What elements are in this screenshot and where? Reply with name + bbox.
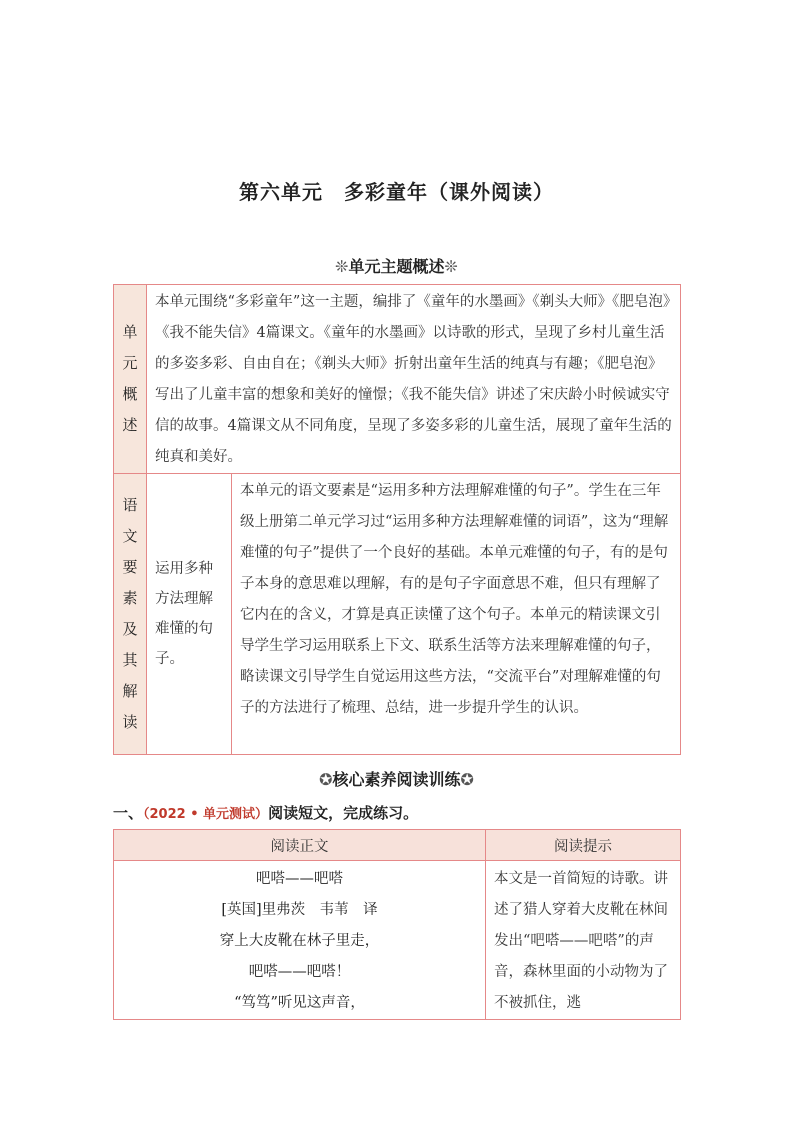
unit-overview-table: [113, 284, 681, 755]
label-char: 素: [122, 589, 138, 607]
table-row: [114, 861, 681, 1020]
language-elements-text: 本单元的语文要素是“运用多种方法理解难懂的句子”。学生在三年级上册第二单元学习过“运用多种方法理解难懂的词语”，这为“理解难懂的句子”提供了一个良好的基础。本单元难懂的句子，有的是句子本身的意思难以理解，有的是句子字面意思不难，但只有理解了它内在的含义，才算是真正读懂了这个句子。本单元的精读课文引导学生学习运用联系上下文、联系生活等方法来理解难懂的句子，略读课文引导学生自觉运用这些方法，“交流平台”对理解难懂的句子的方法进行了梳理、总结，进一步提升学生的认识。: [232, 474, 681, 755]
col-header-reading-hint: 阅读提示: [486, 830, 681, 861]
label-char: 语: [122, 496, 138, 514]
exercise-number: 一、: [113, 804, 144, 822]
label-char: 其: [122, 651, 138, 669]
label-char: 要: [122, 558, 138, 576]
col-header-reading-text: 阅读正文: [114, 830, 486, 861]
table-row: [114, 285, 681, 474]
exercise-source: （2022 • 单元测试）: [143, 807, 269, 822]
label-char: 读: [122, 713, 138, 731]
label-char: 文: [122, 527, 138, 545]
training-heading-text: 核心素养阅读训练: [332, 770, 461, 789]
poem-line: 穿上大皮靴在林子里走，: [219, 933, 380, 949]
training-heading: [0, 767, 793, 790]
poem-line: 吧嗒——吧嗒！: [248, 964, 351, 980]
language-elements-label: [114, 474, 147, 755]
poem-title: 吧嗒——吧嗒: [256, 871, 343, 887]
label-char: 概: [122, 385, 138, 403]
label-char: 解: [122, 682, 138, 700]
label-char: 单: [122, 323, 138, 341]
star-ornament-icon: ✪: [319, 770, 333, 789]
poem-author: [英国]里弗茨 韦苇 译: [221, 902, 378, 918]
hint-cell: 本文是一首简短的诗歌。讲述了猎人穿着大皮靴在林间发出“吧嗒——吧嗒”的声音，森林里面的小动物为了不被抓住，逃: [486, 861, 681, 1020]
table-row: [114, 474, 681, 755]
label-char: 述: [122, 416, 138, 434]
unit-overview-text: 本单元围绕“多彩童年”这一主题，编排了《童年的水墨画》《剃头大师》《肥皂泡》《我不能失信》4篇课文。《童年的水墨画》以诗歌的形式，呈现了乡村儿童生活的多姿多彩、自由自在；《剃头大师》折射出童年生活的纯真与有趣；《肥皂泡》写出了儿童丰富的想象和美好的憧憬；《我不能失信》讲述了宋庆龄小时候诚实守信的故事。4篇课文从不同角度，呈现了多姿多彩的儿童生活，展现了童年生活的纯真和美好。: [147, 285, 681, 474]
document-title: 第六单元 多彩童年（课外阅读）: [239, 180, 554, 204]
reading-table: [113, 829, 681, 1020]
label-char: 及: [122, 620, 138, 638]
poem-cell: [114, 861, 486, 1020]
star-ornament-icon: ✪: [460, 770, 474, 789]
snowflake-ornament-icon: ❊: [335, 257, 349, 276]
poem-line: “笃笃”听见这声音，: [234, 995, 365, 1011]
table-header-row: [114, 830, 681, 861]
exercise-heading: [113, 802, 418, 823]
language-elements-sublabel: 运用多种方法理解难懂的句子。: [147, 474, 232, 755]
snowflake-ornament-icon: ❊: [444, 257, 458, 276]
overview-heading: [0, 254, 793, 277]
exercise-instruction: 阅读短文，完成练习。: [268, 804, 419, 822]
overview-heading-text: 单元主题概述: [348, 257, 445, 276]
unit-overview-label: [114, 285, 147, 474]
label-char: 元: [122, 354, 138, 372]
